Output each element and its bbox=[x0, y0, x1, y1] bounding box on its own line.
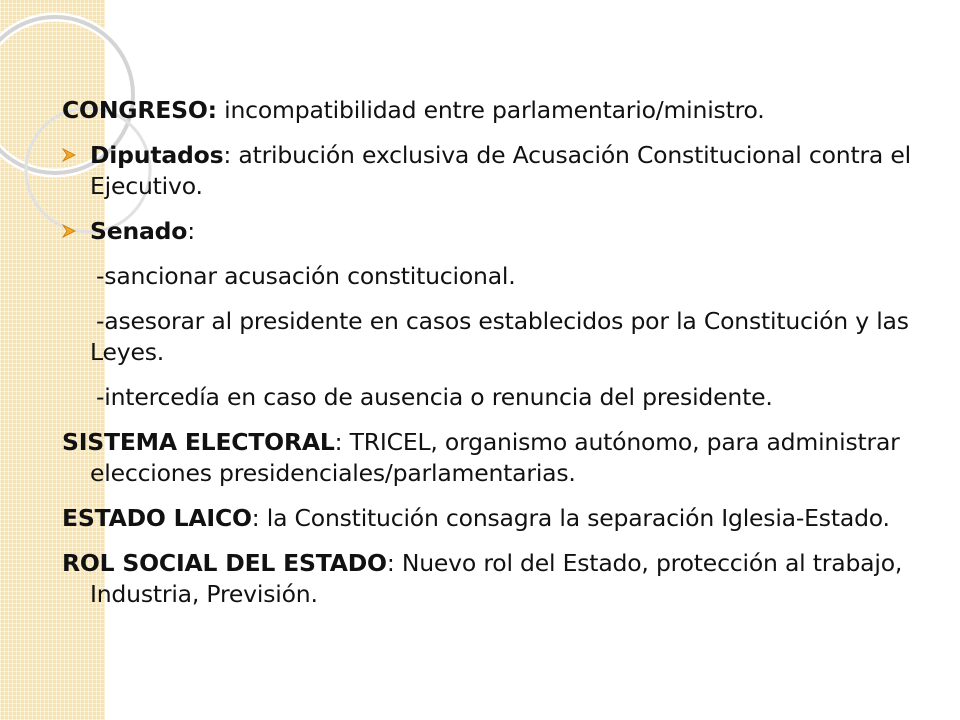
senado-item: -sancionar acusación constitucional. bbox=[96, 262, 516, 290]
diputados-text: : atribución exclusiva de Acusación Constitucional contra el Ejecutivo. bbox=[90, 141, 911, 200]
rol-social-heading: ROL SOCIAL DEL ESTADO bbox=[62, 549, 387, 577]
congreso-paragraph bbox=[62, 95, 934, 126]
senado-item: -asesorar al presidente en casos establecidos por la Constitución y las Leyes. bbox=[90, 307, 909, 366]
senado-paragraph bbox=[62, 216, 934, 247]
slide-content bbox=[62, 95, 934, 624]
diputados-paragraph bbox=[62, 140, 934, 202]
diputados-heading: Diputados bbox=[90, 141, 224, 169]
congreso-heading: CONGRESO: bbox=[62, 96, 217, 124]
arrow-bullet-icon bbox=[62, 148, 76, 162]
estado-laico-text: : la Constitución consagra la separación Iglesia-Estado. bbox=[251, 504, 890, 532]
rol-social-paragraph bbox=[62, 548, 934, 610]
senado-heading: Senado bbox=[90, 217, 188, 245]
estado-laico-heading: ESTADO LAICO bbox=[62, 504, 252, 532]
senado-colon: : bbox=[187, 217, 195, 245]
sistema-electoral-paragraph bbox=[62, 427, 934, 489]
congreso-text: incompatibilidad entre parlamentario/ministro. bbox=[216, 96, 765, 124]
sistema-electoral-text: : TRICEL, organismo autónomo, para administrar elecciones presidenciales/parlamentarias. bbox=[90, 428, 900, 487]
estado-laico-paragraph bbox=[62, 503, 934, 534]
arrow-bullet-icon bbox=[62, 224, 76, 238]
senado-item: -intercedía en caso de ausencia o renuncia del presidente. bbox=[96, 383, 773, 411]
sistema-electoral-heading: SISTEMA ELECTORAL bbox=[62, 428, 335, 456]
rol-social-text: : Nuevo rol del Estado, protección al trabajo, Industria, Previsión. bbox=[90, 549, 903, 608]
